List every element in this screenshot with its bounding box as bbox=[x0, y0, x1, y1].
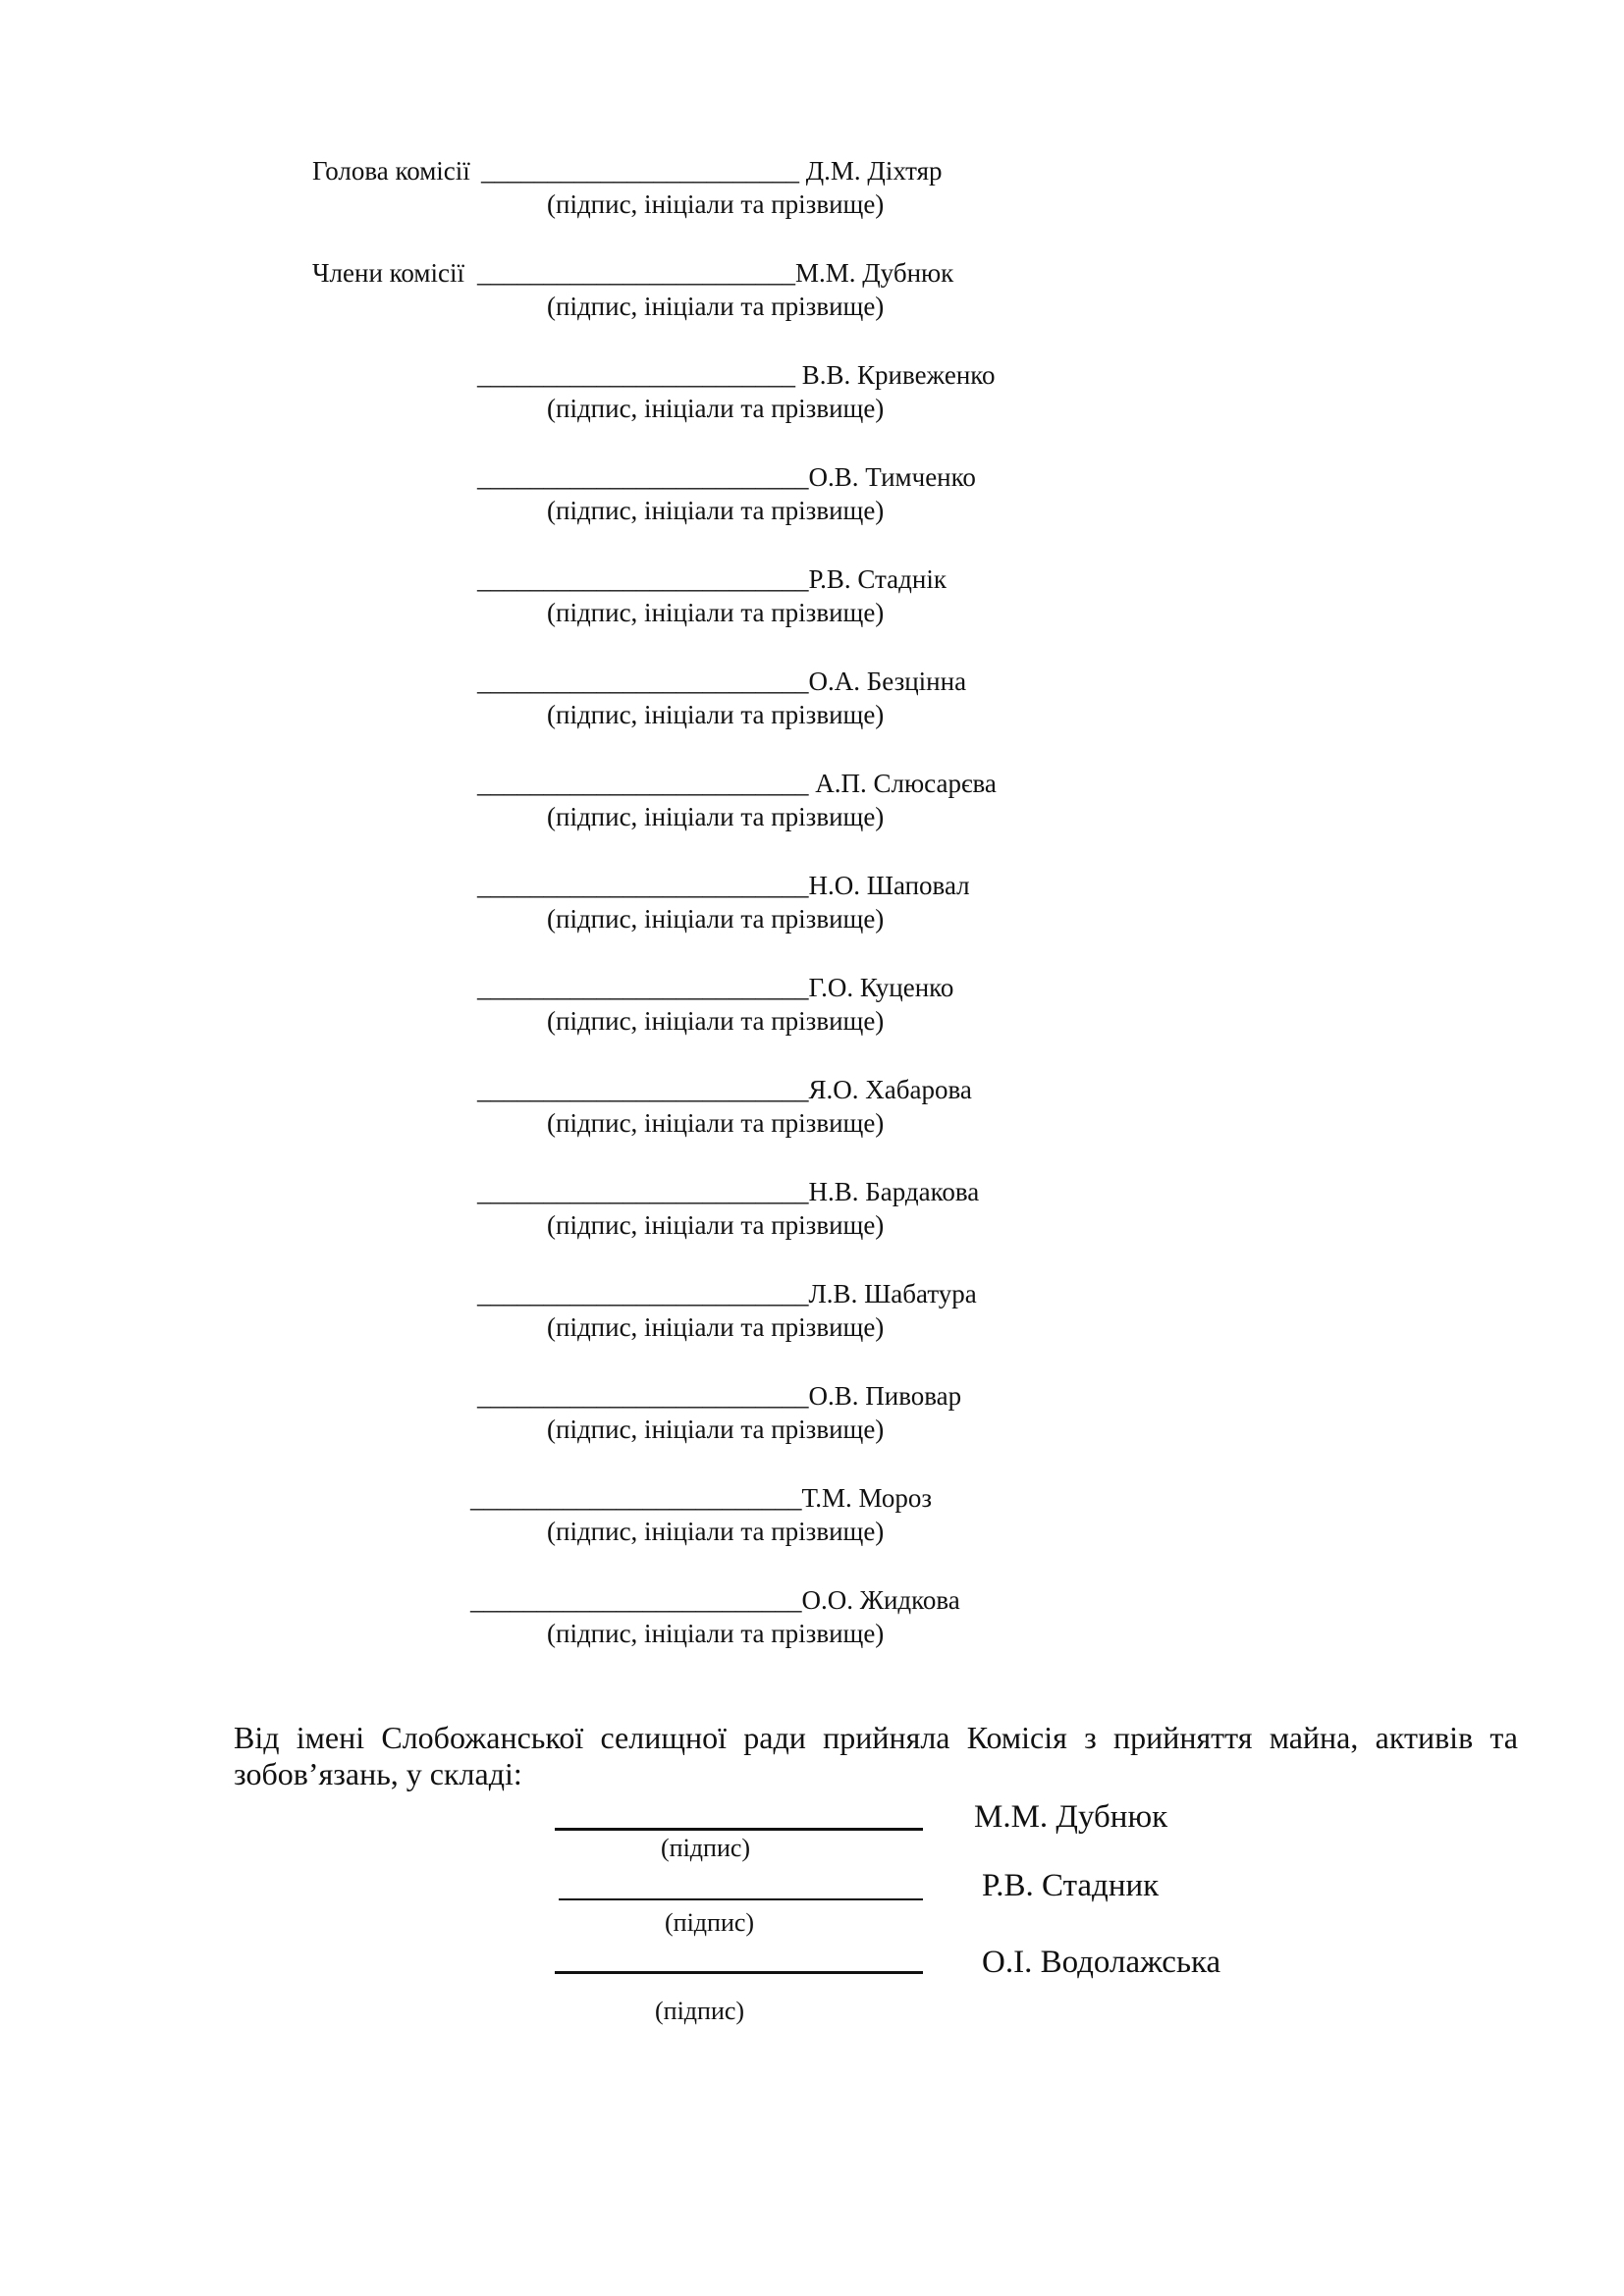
signature-caption: (підпис, ініціали та прізвище) bbox=[547, 904, 885, 934]
signature-caption: (підпис, ініціали та прізвище) bbox=[547, 1006, 885, 1036]
signature-caption: (підпис, ініціали та прізвище) bbox=[547, 802, 885, 831]
member-signature-line: _________________________Н.О. Шаповал bbox=[477, 871, 970, 900]
member-signature-line: _________________________Я.О. Хабарова bbox=[477, 1075, 972, 1104]
signature-caption: (підпис) bbox=[665, 1908, 755, 1937]
member-signature-line: _________________________Н.В. Бардакова bbox=[477, 1177, 980, 1206]
signer-name: Р.В. Стадник bbox=[982, 1868, 1160, 1903]
member-signature-line: _________________________Т.М. Мороз bbox=[470, 1483, 933, 1513]
signature-caption: (підпис, ініціали та прізвище) bbox=[547, 1415, 885, 1444]
member-signature-line: _________________________Л.В. Шабатура bbox=[477, 1279, 977, 1308]
signature-rule bbox=[559, 1898, 923, 1900]
signature-caption: (підпис, ініціали та прізвище) bbox=[547, 1517, 885, 1546]
signature-caption: (підпис, ініціали та прізвище) bbox=[547, 292, 885, 321]
signature-caption: (підпис) bbox=[661, 1834, 751, 1862]
acceptance-paragraph: Від імені Слобожанської селищної ради прийняла Комісія з прийняття майна, активів та зобов’язань, у складі: bbox=[234, 1720, 1518, 1791]
signature-rule bbox=[555, 1828, 923, 1831]
signature-caption: (підпис, ініціали та прізвище) bbox=[547, 394, 885, 423]
member-signature-line: _________________________О.В. Пивовар bbox=[477, 1381, 962, 1411]
member-signature-line: _________________________Г.О. Куценко bbox=[477, 973, 954, 1002]
signature-caption: (підпис, ініціали та прізвище) bbox=[547, 1312, 885, 1342]
member-signature-line: _________________________ А.П. Слюсарєва bbox=[477, 769, 997, 798]
signature-caption: (підпис, ініціали та прізвище) bbox=[547, 1619, 885, 1648]
signer-name: М.М. Дубнюк bbox=[974, 1799, 1168, 1835]
signature-caption: (підпис, ініціали та прізвище) bbox=[547, 700, 885, 729]
member-signature-line: ________________________ В.В. Кривеженко bbox=[477, 360, 996, 390]
chair-signature-line: ________________________ Д.М. Діхтяр bbox=[481, 156, 943, 186]
member-signature-line: _________________________Р.В. Стаднік bbox=[477, 564, 947, 594]
signer-name: О.І. Водолажська bbox=[982, 1945, 1221, 1980]
signature-caption: (підпис, ініціали та прізвище) bbox=[547, 598, 885, 627]
member-signature-line: _________________________О.О. Жидкова bbox=[470, 1585, 960, 1615]
members-label: Члени комісії bbox=[312, 258, 464, 288]
signature-caption: (підпис, ініціали та прізвище) bbox=[547, 189, 885, 219]
member-signature-line: _________________________О.В. Тимченко bbox=[477, 462, 976, 492]
signature-caption: (підпис, ініціали та прізвище) bbox=[547, 496, 885, 525]
chair-label: Голова комісії bbox=[312, 156, 470, 186]
member-signature-line: ________________________М.М. Дубнюк bbox=[477, 258, 954, 288]
signature-rule bbox=[555, 1971, 923, 1974]
signature-caption: (підпис) bbox=[655, 1997, 745, 2025]
signature-caption: (підпис, ініціали та прізвище) bbox=[547, 1210, 885, 1240]
signature-caption: (підпис, ініціали та прізвище) bbox=[547, 1108, 885, 1138]
member-signature-line: _________________________О.А. Безцінна bbox=[477, 667, 967, 696]
